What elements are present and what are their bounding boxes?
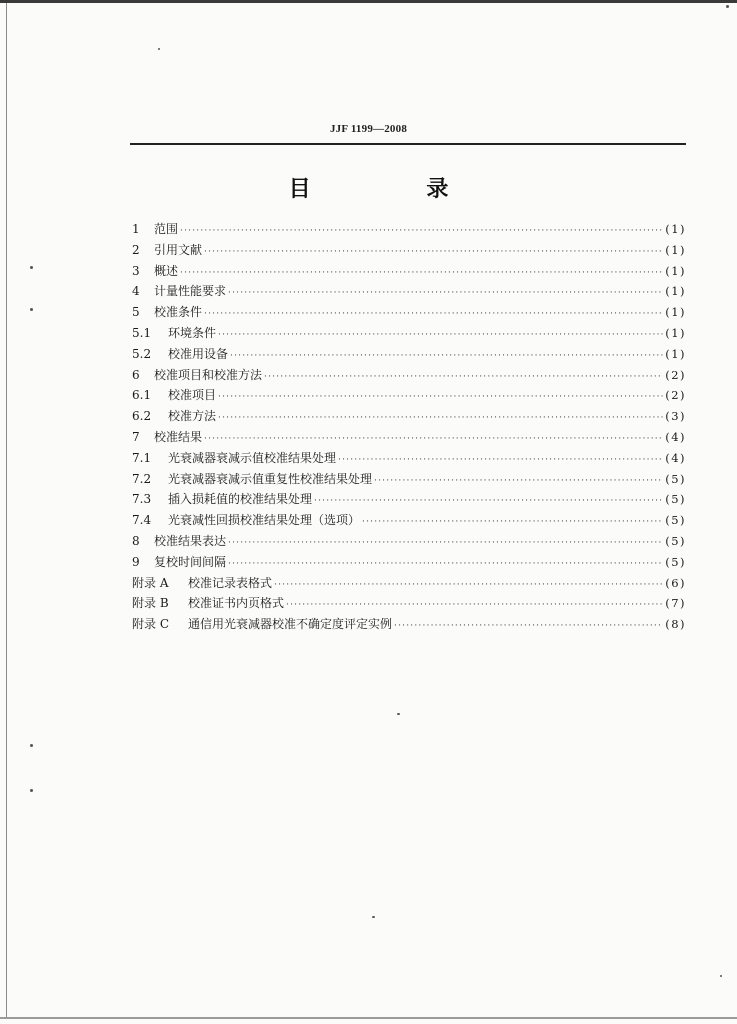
standard-code-header: JJF 1199—2008 xyxy=(329,123,408,135)
toc-entry-page: (1) xyxy=(665,284,686,299)
toc-leader-dots xyxy=(230,346,663,367)
toc-entry-number: 附录 B xyxy=(132,596,169,611)
scan-speck xyxy=(720,975,722,977)
toc-leader-dots xyxy=(180,263,663,284)
scan-edge-top xyxy=(0,0,737,3)
toc-entry-number: 7.2 xyxy=(132,471,152,486)
toc-entry-number: 5.2 xyxy=(132,346,152,361)
toc-entry-number: 7.4 xyxy=(132,513,152,528)
toc-entry-title: 校准记录表格式 xyxy=(188,575,273,590)
toc-entry-title: 范围 xyxy=(154,222,179,236)
toc-entry-title: 复校时间间隔 xyxy=(154,554,227,569)
toc-entry-number: 5.1 xyxy=(132,325,152,340)
scan-edge-left xyxy=(6,3,7,1019)
toc-entry-title: 光衰减性回损校准结果处理（选项） xyxy=(168,513,361,528)
toc-entry-number: 8 xyxy=(132,533,140,548)
toc-leader-dots xyxy=(374,471,663,492)
toc-leader-dots xyxy=(264,367,663,388)
toc-entry xyxy=(132,614,686,635)
toc-entry xyxy=(132,448,686,469)
toc-leader-dots xyxy=(204,304,663,325)
toc-entry-number: 7.1 xyxy=(132,450,152,465)
scan-speck xyxy=(726,5,729,8)
scan-speck xyxy=(30,308,33,311)
toc-entry-number: 附录 C xyxy=(132,617,169,632)
toc-entry-number: 2 xyxy=(132,242,140,257)
toc-leader-dots xyxy=(204,429,663,450)
toc-leader-dots xyxy=(218,387,663,408)
toc-entry xyxy=(132,302,686,323)
toc-entry-number: 3 xyxy=(132,263,140,278)
toc-entry-title: 校准用设备 xyxy=(168,346,229,361)
toc-entry-page: (1) xyxy=(665,263,686,278)
toc-leader-dots xyxy=(362,512,663,533)
toc-entry-title: 校准结果 xyxy=(154,429,203,444)
toc-entry-number: 6 xyxy=(132,367,140,382)
toc-leader-dots xyxy=(274,575,663,596)
toc-entry xyxy=(132,261,686,282)
toc-entry xyxy=(132,385,686,406)
toc-leader-dots xyxy=(394,616,663,637)
toc-entry xyxy=(132,593,686,614)
toc-entry xyxy=(132,531,686,552)
toc-entry xyxy=(132,323,686,344)
toc-entry-page: (4) xyxy=(665,450,686,465)
toc-entry xyxy=(132,552,686,573)
toc-entry-page: (1) xyxy=(665,346,686,361)
toc-entry-title: 计量性能要求 xyxy=(154,284,227,299)
toc-entry-page: (1) xyxy=(665,222,686,236)
toc-entry-number: 7 xyxy=(132,429,140,444)
toc-entry-number: 7.3 xyxy=(132,492,152,507)
toc-leader-dots xyxy=(228,554,663,575)
toc-entry xyxy=(132,510,686,531)
toc-entry-title: 概述 xyxy=(154,263,179,278)
toc-entry-page: (1) xyxy=(665,242,686,257)
toc-entry-page: (5) xyxy=(665,533,686,548)
toc-entry-title: 引用文献 xyxy=(154,242,203,257)
toc-entry-title: 校准方法 xyxy=(168,409,217,424)
toc-leader-dots xyxy=(338,450,663,471)
toc-entry-number: 6.2 xyxy=(132,409,152,424)
toc-entry-title: 环境条件 xyxy=(168,325,217,340)
toc-leader-dots xyxy=(228,533,663,554)
toc-leader-dots xyxy=(204,242,663,263)
toc-entry xyxy=(132,427,686,448)
toc-entry xyxy=(132,406,686,427)
toc-entry xyxy=(132,281,686,302)
toc-entry xyxy=(132,219,686,240)
toc-entry xyxy=(132,573,686,594)
scan-speck xyxy=(397,713,400,715)
toc-entry-page: (1) xyxy=(665,305,686,320)
header-rule xyxy=(130,143,686,145)
toc-entry-title: 校准证书内页格式 xyxy=(188,596,285,611)
toc-entry-number: 9 xyxy=(132,554,140,569)
toc-entry-page: (5) xyxy=(665,554,686,569)
toc-entry xyxy=(132,365,686,386)
toc-entry-page: (2) xyxy=(665,367,686,382)
scan-speck xyxy=(158,48,160,50)
scan-edge-bottom xyxy=(0,1017,737,1019)
toc-entry-page: (2) xyxy=(665,388,686,403)
toc-entry-number: 4 xyxy=(132,284,140,299)
page-title: 目 录 xyxy=(288,177,503,202)
scan-speck xyxy=(30,744,33,747)
toc-entry-number: 6.1 xyxy=(132,388,152,403)
toc-entry-page: (5) xyxy=(665,471,686,486)
scan-speck xyxy=(30,266,33,269)
toc-leader-dots xyxy=(218,325,663,346)
toc-entry-title: 光衰减器衰减示值重复性校准结果处理 xyxy=(168,471,373,486)
toc-entry-page: (3) xyxy=(665,409,686,424)
toc-entry-title: 插入损耗值的校准结果处理 xyxy=(168,492,313,507)
toc-entry-page: (5) xyxy=(665,513,686,528)
table-of-contents xyxy=(132,219,686,635)
toc-entry-page: (4) xyxy=(665,429,686,444)
toc-entry xyxy=(132,489,686,510)
toc-entry-page: (6) xyxy=(665,575,686,590)
toc-entry-title: 校准项目和校准方法 xyxy=(154,367,263,382)
toc-leader-dots xyxy=(228,283,663,304)
toc-entry-page: (5) xyxy=(665,492,686,507)
toc-entry-title: 校准结果表达 xyxy=(154,533,227,548)
toc-leader-dots xyxy=(286,595,663,616)
scan-speck xyxy=(30,789,33,792)
toc-entry-page: (7) xyxy=(665,596,686,611)
toc-entry-title: 通信用光衰减器校准不确定度评定实例 xyxy=(188,617,393,632)
toc-entry xyxy=(132,344,686,365)
toc-leader-dots xyxy=(314,491,663,512)
toc-entry xyxy=(132,469,686,490)
toc-leader-dots xyxy=(180,221,663,242)
toc-entry-number: 附录 A xyxy=(132,575,169,590)
toc-entry-number: 1 xyxy=(132,222,140,236)
toc-entry-title: 校准项目 xyxy=(168,388,217,403)
toc-entry-page: (1) xyxy=(665,325,686,340)
toc-leader-dots xyxy=(218,408,663,429)
toc-entry-page: (8) xyxy=(665,617,686,632)
toc-entry-number: 5 xyxy=(132,305,140,320)
toc-entry xyxy=(132,240,686,261)
toc-entry-title: 校准条件 xyxy=(154,305,203,320)
scan-speck xyxy=(372,916,375,918)
toc-entry-title: 光衰减器衰减示值校准结果处理 xyxy=(168,450,337,465)
